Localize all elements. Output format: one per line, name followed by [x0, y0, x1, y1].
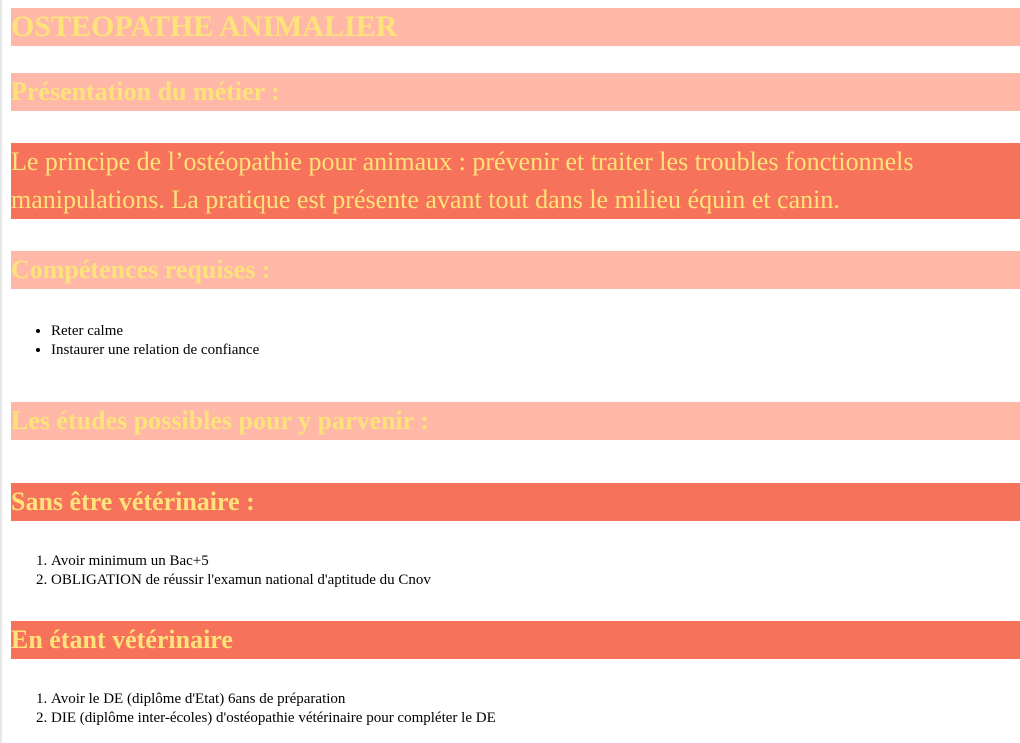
section-heading-en-veterinaire: En étant vétérinaire — [11, 621, 1020, 659]
list-item: 2. DIE (diplôme inter-écoles) d'ostéopathie vétérinaire pour compléter le DE — [51, 709, 496, 728]
section-heading-sans-veterinaire: Sans être vétérinaire : — [11, 483, 1020, 521]
list-item: • Instaurer une relation de confiance — [51, 341, 259, 360]
presentation-line-1: Le principe de l’ostéopathie pour animaux : prévenir et traiter les troubles fonctionnels — [11, 147, 914, 176]
page-title: OSTEOPATHE ANIMALIER — [11, 8, 1020, 46]
sans-veterinaire-list — [11, 552, 431, 590]
section-heading-presentation: Présentation du métier : — [11, 73, 1020, 111]
competences-list — [11, 322, 259, 360]
presentation-paragraph — [11, 143, 1020, 219]
window-left-edge — [0, 0, 2, 743]
section-heading-competences: Compétences requises : — [11, 251, 1020, 289]
list-item: 1. Avoir minimum un Bac+5 — [51, 552, 431, 571]
presentation-line-2: manipulations. La pratique est présente avant tout dans le milieu équin et canin. — [11, 185, 840, 214]
list-item: • Reter calme — [51, 322, 259, 341]
list-item: 1. Avoir le DE (diplôme d'Etat) 6ans de préparation — [51, 690, 496, 709]
section-heading-etudes: Les études possibles pour y parvenir : — [11, 402, 1020, 440]
en-veterinaire-list — [11, 690, 496, 728]
list-item: 2. OBLIGATION de réussir l'examun national d'aptitude du Cnov — [51, 571, 431, 590]
